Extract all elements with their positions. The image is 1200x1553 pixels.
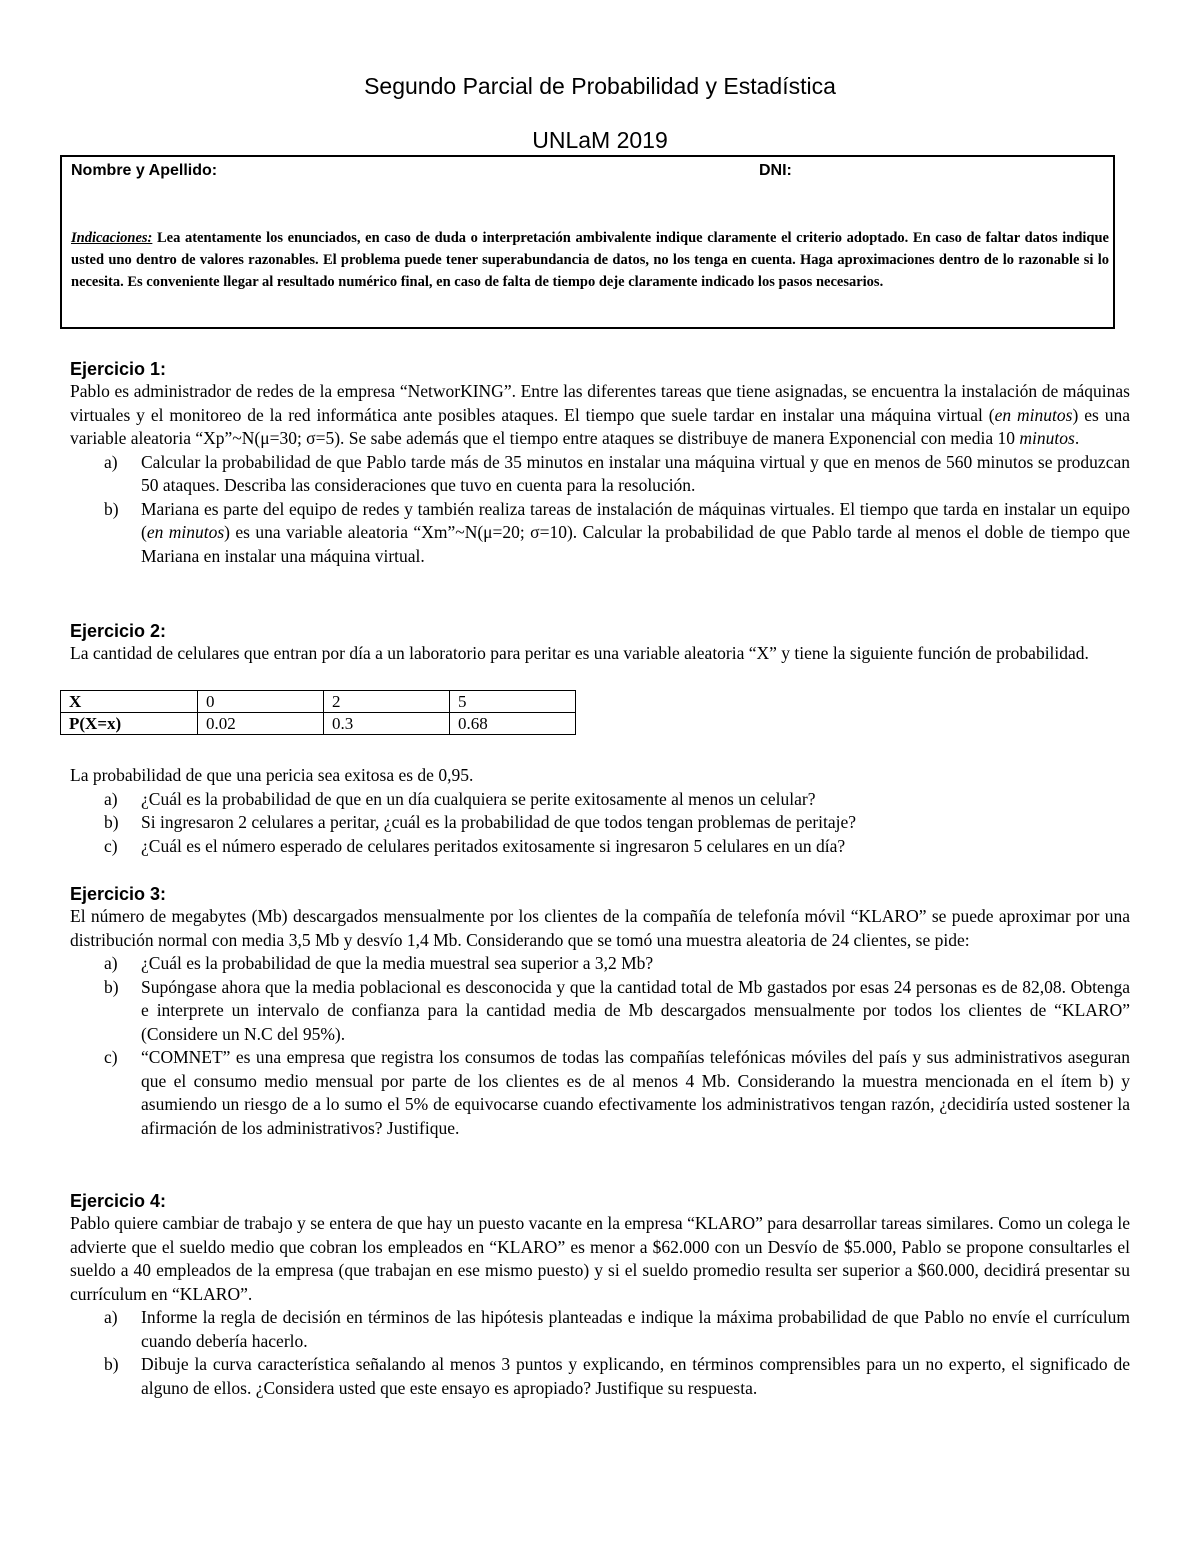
- table-cell: 2: [324, 691, 450, 713]
- exercise-1-item-b: b) Mariana es parte del equipo de redes y también realiza tareas de instalación de máquinas virtuales. El tiempo que tarda en instalar un equipo (en minutos) es una variable aleatoria “Xm”~N(μ=20; σ=10). Calcular la probabilidad de que Pablo tarde al menos el doble de tiempo que Mariana en instalar una máquina virtual.: [104, 498, 1130, 566]
- exercise-3-statement: El número de megabytes (Mb) descargados mensualmente por los clientes de la compañía de telefonía móvil “KLARO” se puede aproximar por una distribución normal con media 3,5 Mb y desvío 1,4 Mb. Considerando que se tomó una muestra aleatoria de 24 clientes, se pide:: [70, 906, 1130, 950]
- exercise-3-item-c: c) “COMNET” es una empresa que registra los consumos de todas las compañías telefónicas móviles del país y sus administrativos aseguran que el consumo medio mensual por parte de los clientes es de al menos 4 Mb. Considerando la muestra mencionada en el ítem b) y asumiendo un riesgo de a lo sumo el 5% de equivocarse cuando efectivamente los administrativos tengan razón, ¿decidiría usted sostener la afirmación de los administrativos? Justifique.: [104, 1047, 1130, 1138]
- dni-label: DNI:: [759, 162, 792, 179]
- exercise-2-title: Ejercicio 2:: [70, 621, 167, 641]
- table-cell: 0.02: [198, 713, 324, 735]
- exercise-3-item-b: b) Supóngase ahora que la media poblacional es desconocida y que la cantidad total de Mb gastados por esas 24 personas es de 82,08. Obtenga e interprete un intervalo de confianza para la cantidad media de Mb descargados mensualmente por todos los clientes de “KLARO” (Considere un N.C del 95%).: [104, 976, 1130, 1044]
- exercise-2-statement: La cantidad de celulares que entran por día a un laboratorio para peritar es una variable aleatoria “X” y tiene la siguiente función de probabilidad.: [70, 643, 1089, 663]
- indications-text: Lea atentamente los enunciados, en caso de duda o interpretación ambivalente indique claramente el criterio adoptado. En caso de faltar datos indique usted uno dentro de valores razonables. El problema puede tener superabundancia de datos, no los tenga en cuenta. Haga aproximaciones dentro de lo razonable si lo necesita. Es conveniente llegar al resultado numérico final, en caso de falta de tiempo deje claramente indicado los pasos necesarios.: [71, 230, 1109, 290]
- exercise-2-items: [70, 788, 1130, 859]
- exercise-2-item-b: b) Si ingresaron 2 celulares a peritar, ¿cuál es la probabilidad de que todos tengan problemas de peritaje?: [104, 812, 857, 832]
- exercise-1-statement: Pablo es administrador de redes de la empresa “NetworKING”. Entre las diferentes tareas que tiene asignadas, se encuentra la instalación de máquinas virtuales y el monitoreo de la red informática ante posibles ataques. El tiempo que suele tardar en instalar una máquina virtual (en minutos) es una variable aleatoria “Xp”~N(μ=30; σ=5). Se sabe además que el tiempo entre ataques se distribuye de manera Exponencial con media 10 minutos.: [70, 381, 1130, 448]
- exercise-4-title: Ejercicio 4:: [70, 1191, 167, 1211]
- table-cell: P(X=x): [61, 713, 198, 735]
- table-cell: 5: [450, 691, 576, 713]
- student-info-box: [60, 155, 1115, 329]
- exercise-3-item-a: a) ¿Cuál es la probabilidad de que la media muestral sea superior a 3,2 Mb?: [104, 953, 654, 973]
- indications: [71, 227, 1109, 293]
- name-label: Nombre y Apellido:: [71, 162, 218, 179]
- exercise-4-item-b: b) Dibuje la curva característica señalando al menos 3 puntos y explicando, en términos comprensibles para un no experto, el significado de alguno de ellos. ¿Considera usted que este ensayo es apropiado? Justifique su respuesta.: [104, 1354, 1130, 1398]
- probability-table: [60, 690, 576, 735]
- exercise-2-success-rate: La probabilidad de que una pericia sea exitosa es de 0,95.: [70, 765, 474, 785]
- exercise-2-item-c: c) ¿Cuál es el número esperado de celulares peritados exitosamente si ingresaron 5 celulares en un día?: [104, 835, 846, 856]
- exercise-1-item-a: a) Calcular la probabilidad de que Pablo tarde más de 35 minutos en instalar una máquina virtual y que en menos de 560 minutos se produzcan 50 ataques. Describa las consideraciones que tuvo en cuenta para la resolución.: [104, 451, 1130, 495]
- exercise-1-title: Ejercicio 1:: [70, 359, 167, 379]
- exercise-1: [70, 358, 1130, 568]
- exercise-2: [70, 620, 1130, 666]
- exercise-2-questions: [70, 764, 1130, 858]
- exercise-1-items: [70, 451, 1130, 569]
- table-cell: 0.3: [324, 713, 450, 735]
- exam-title: Segundo Parcial de Probabilidad y Estadística: [364, 73, 836, 99]
- exercise-4-statement: Pablo quiere cambiar de trabajo y se entera de que hay un puesto vacante en la empresa “KLARO” para desarrollar tareas similares. Como un colega le advierte que el sueldo medio que cobran los empleados en “KLARO” es menor a $62.000 con un Desvío de $5.000, Pablo se propone consultarles el sueldo a 40 empleados de la empresa (que trabajan en ese mismo puesto) y si el sueldo promedio resulta ser superior a $60.000, decidirá presentar su currículum en “KLARO”.: [70, 1213, 1130, 1304]
- exam-subtitle: UNLaM 2019: [532, 127, 668, 153]
- exercise-4-item-a: a) Informe la regla de decisión en términos de las hipótesis planteadas e indique la máxima probabilidad de que Pablo no envíe el currículum cuando debería hacerlo.: [104, 1307, 1130, 1351]
- exercise-2-item-a: a) ¿Cuál es la probabilidad de que en un día cualquiera se perite exitosamente al menos un celular?: [104, 788, 816, 809]
- table-cell: 0.68: [450, 713, 576, 735]
- table-row: [61, 691, 576, 713]
- indications-label: Indicaciones:: [71, 230, 153, 246]
- exercise-3-title: Ejercicio 3:: [70, 884, 167, 904]
- exercise-3-items: [70, 952, 1130, 1140]
- table-cell: X: [61, 691, 198, 713]
- table-row: [61, 713, 576, 735]
- table-cell: 0: [198, 691, 324, 713]
- exercise-4: [70, 1190, 1130, 1400]
- exercise-3: [70, 883, 1130, 1140]
- exercise-4-items: [70, 1306, 1130, 1400]
